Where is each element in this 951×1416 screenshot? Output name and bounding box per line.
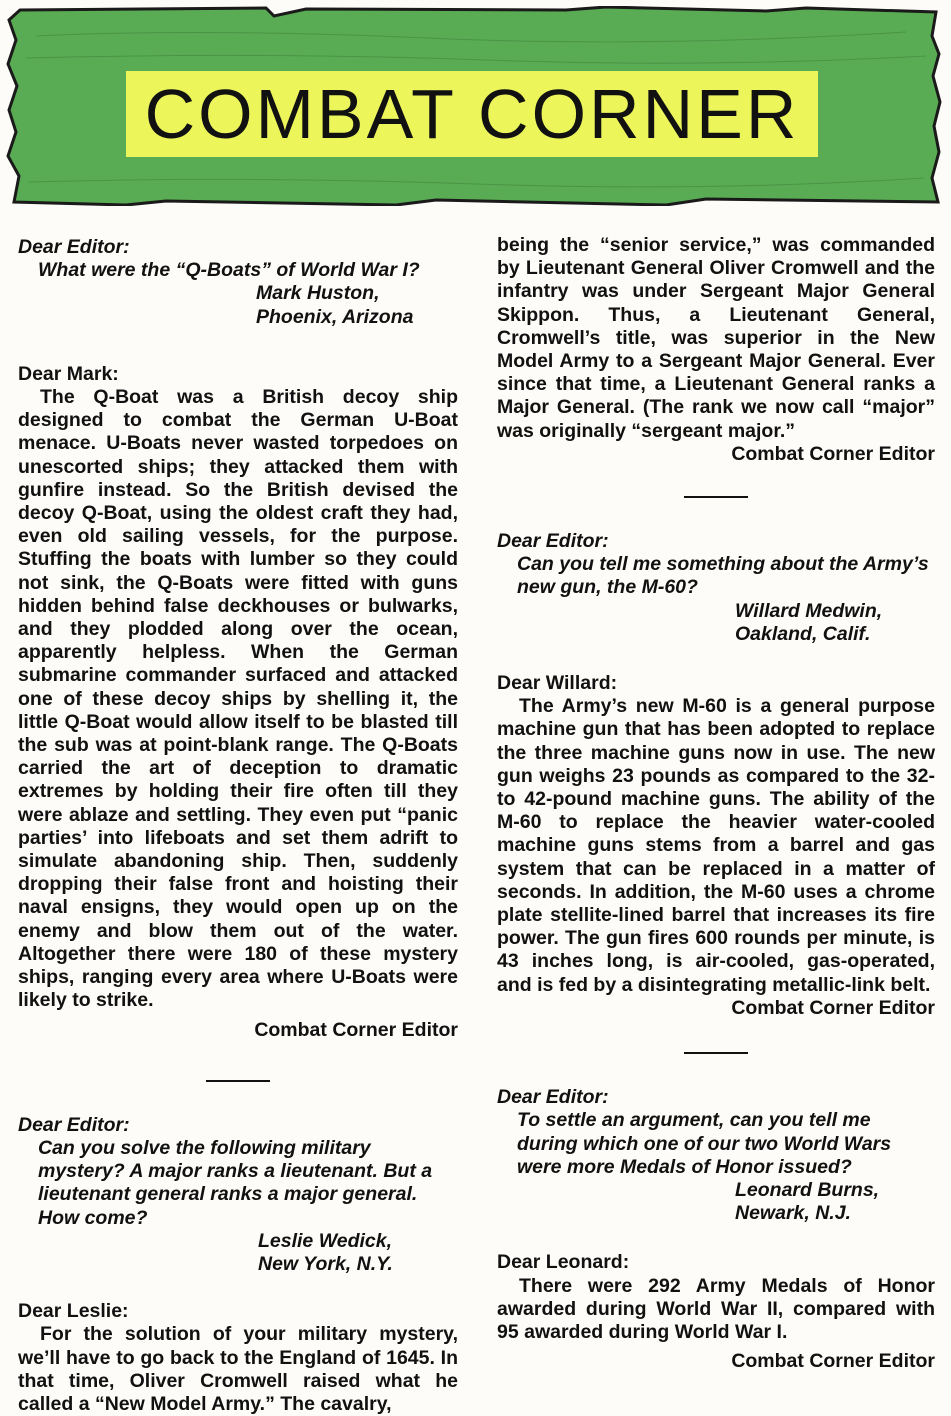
letter-question: What were the “Q-Boats” of World War I?: [38, 259, 420, 282]
reply-salutation: Dear Leslie:: [18, 1300, 129, 1323]
letter-salutation: Dear Editor:: [497, 530, 609, 553]
reply-body: For the solution of your military mystery, we’ll have to go back to the England of 1645. In that time, Oliver Cromwell raised what he called a “New Model Army.” The cavalry,: [18, 1323, 458, 1415]
signature-name: Leonard Burns,: [735, 1178, 880, 1201]
reply-body: The Army’s new M-60 is a general purpose machine gun that has been adopted to replace the three machine guns now in use. The new gun weighs 23 pounds as compared to the 32- to 42-pound machine guns. The ability of the M-60 to replace the heavier water-cooled machine guns stems from a barrel and gas system that can be replaced in a matter of seconds. In addition, the M-60 uses a chrome plate stellite-lined barrel that increases its fire power. The gun fires 600 rounds per minute, is 43 inches long, is air-cooled, gas-operated, and is fed by a disintegrating metallic-link belt.: [497, 695, 935, 996]
left-column: [18, 236, 458, 1416]
signature-place: Oakland, Calif.: [735, 622, 871, 645]
reply-salutation: Dear Leonard:: [497, 1251, 630, 1274]
signature-place: Newark, N.J.: [735, 1202, 851, 1225]
editor-signature: Combat Corner Editor: [731, 442, 935, 465]
right-column: [497, 234, 935, 1373]
letter-salutation: Dear Editor:: [18, 236, 130, 258]
reply-salutation: Dear Mark:: [18, 362, 119, 385]
reply-salutation: Dear Willard:: [497, 672, 618, 695]
title-box: [126, 71, 818, 157]
letter-military-mystery: [18, 1114, 458, 1416]
letter-salutation: Dear Editor:: [497, 1086, 609, 1109]
letter-question: Can you solve the following military mystery? A major ranks a lieutenant. But a lieutenant general ranks a major general. How come?: [38, 1136, 433, 1229]
editor-signature: Combat Corner Editor: [731, 996, 935, 1019]
letter-q-boats: [18, 236, 458, 1042]
letter-m60: [497, 530, 935, 1020]
signature-place: Phoenix, Arizona: [256, 305, 414, 328]
signature-name: Mark Huston,: [256, 282, 380, 305]
signature-name: Willard Medwin,: [735, 599, 883, 622]
signature-name: Leslie Wedick,: [258, 1229, 393, 1252]
editor-signature: Combat Corner Editor: [731, 1350, 935, 1373]
letter-question: To settle an argument, can you tell me during which one of our two World Wars were more Medals of Honor issued?: [517, 1109, 892, 1178]
letter-medals-of-honor: [497, 1086, 935, 1373]
reply-continuation: being the “senior service,” was commanded by Lieutenant General Oliver Cromwell and the infantry was under Sergeant Major General Skippon. Thus, a Lieutenant General, Cromwell’s title, was superior in the New Model Army to a Sergeant Major General. Ever since that time, a Lieutenant General ranks a Major General. (The rank we now call “major” was originally “sergeant major.”: [497, 234, 935, 442]
reply-body: There were 292 Army Medals of Honor awarded during World War II, compared with 95 awarded during World War I.: [497, 1274, 935, 1343]
letter-salutation: Dear Editor:: [18, 1113, 130, 1136]
editor-signature: Combat Corner Editor: [254, 1018, 458, 1041]
page-title: COMBAT CORNER: [144, 75, 800, 153]
reply-body: The Q-Boat was a British decoy ship designed to combat the German U-Boat menace. U-Boats never wasted torpedoes on unescorted ships; they attacked them with gunfire instead. So the British devised the decoy Q-Boat, using the oldest craft they had, even old sailing vessels, for the purpose. Stuffing the boats with lumber so they could not sink, the Q-Boats were fitted with guns hidden behind false deckhouses or bulwarks, and they plodded along over the ocean, apparently helpless. When the German submarine commander surfaced and attacked one of these decoy ships by shelling it, the little Q-Boat would allow itself to be blasted till the sub was at point-blank range. The Q-Boats carried the art of deception to dramatic extremes by holding their fire often till they were ablaze and settling. They even put “panic parties’ into lifeboats and set them adrift to simulate abandoning ship. Then, suddenly dropping their false front and hoisting their naval ensigns, they would open up on the enemy and blow them out of the water. Altogether there were 180 of these mystery ships, ranging every area where U-Boats were likely to strike.: [18, 386, 458, 1012]
signature-place: New York, N.Y.: [258, 1252, 393, 1275]
letter-question: Can you tell me something about the Army’s new gun, the M-60?: [517, 553, 929, 599]
